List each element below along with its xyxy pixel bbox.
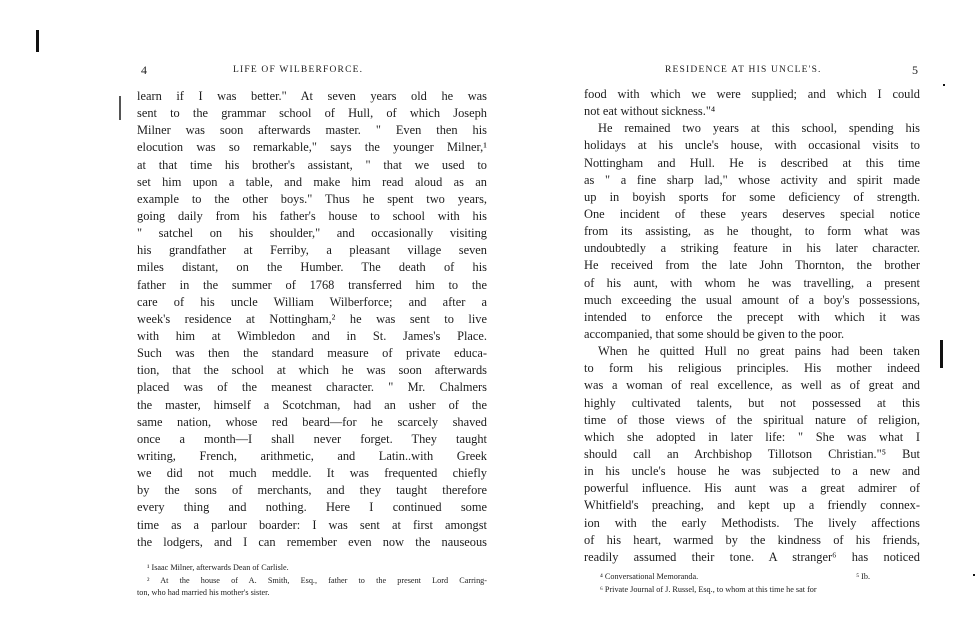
text-line: highly cultivated talents, but not possessed at this <box>584 395 920 410</box>
footnote: ⁵ Ib. <box>856 572 870 581</box>
text-line: his grandfather at Ferriby, a pleasant village seven <box>137 243 487 258</box>
text-line: by the sons of merchants, and they taught therefore <box>137 483 487 498</box>
body-text <box>137 88 487 551</box>
text-line: One incident of these years deserves special notice <box>584 206 920 221</box>
text-line: food with which we were supplied; and which I could <box>584 87 920 101</box>
text-line: much exceeding the usual amount of a boy's possessions, <box>584 292 920 307</box>
text-line: in his uncle's house he was subjected to a new and <box>584 464 920 479</box>
text-line: Nottingham and Hull. He is described at this time <box>584 155 920 170</box>
text-line: once a month—I shall never forget. They taught <box>137 431 487 446</box>
text-line: " satchel on his shoulder," and occasionally visiting <box>137 226 487 241</box>
text-line: miles distant, on the Humber. The death of his <box>137 260 487 275</box>
footnote-row <box>600 571 920 584</box>
text-line: tion, that the school at which he was soon afterwards <box>137 363 487 378</box>
text-line: ion with the early Methodists. The lively affections <box>584 515 920 530</box>
text-line: set him upon a table, and make him read aloud as an <box>137 174 487 189</box>
text-line: learn if I was better." At seven years old he was <box>137 89 487 103</box>
margin-mark <box>940 340 943 368</box>
text-line: writing, French, arithmetic, and Latin..with Greek <box>137 448 487 463</box>
text-line: at that time his brother's assistant, " that we used to <box>137 157 487 172</box>
text-line: which she adopted in later life: " She was what I <box>584 429 920 444</box>
text-line: holidays at his uncle's house, with occasional visits to <box>584 138 920 153</box>
text-line: readily assumed their tone. A stranger⁶ has noticed <box>584 549 920 564</box>
text-line: going daily from his father's house to school with his <box>137 208 487 223</box>
text-line: as " a fine sharp lad," whose activity and spirit made <box>584 172 920 187</box>
text-line: placed was of the meanest character. " Mr. Chalmers <box>137 380 487 395</box>
text-line: the lodgers, and I can remember even now the nauseous <box>137 534 487 549</box>
text-line: sent to the grammar school of Hull, of which Joseph <box>137 106 487 121</box>
footnotes <box>600 571 920 596</box>
page-number: 5 <box>912 63 918 77</box>
running-head: LIFE OF WILBERFORCE. <box>233 65 364 75</box>
footnote: ² At the house of A. Smith, Esq., father to the present Lord Carring- <box>147 575 487 585</box>
footnote: ¹ Isaac Milner, afterwards Dean of Carlisle. <box>147 563 289 572</box>
footnote: ⁴ Conversational Memoranda. <box>600 572 699 581</box>
text-line: Whitfield's preaching, and kept up a friendly connex- <box>584 498 920 513</box>
text-line: was a woman of real excellence, as well as of great and <box>584 378 920 393</box>
text-line: When he quitted Hull no great pains had been taken <box>598 344 920 359</box>
footnote: ⁶ Private Journal of J. Russel, Esq., to whom at this time he sat for <box>600 584 817 594</box>
text-line: every thing and nothing. Here I continued some <box>137 500 487 515</box>
text-line: to form his religious principles. His mother indeed <box>584 361 920 376</box>
text-line: intended to enforce the precept with which it was <box>584 309 920 324</box>
text-line: accompanied, that some should be given to the poor. <box>584 326 845 341</box>
text-line: He remained two years at this school, spending his <box>598 121 920 136</box>
text-line: Such was then the standard measure of private educa- <box>137 346 487 361</box>
text-line: with him at Wimbledon and in St. James's Place. <box>137 328 487 343</box>
text-line: same nation, whose red beard—for he scarcely shaved <box>137 414 487 429</box>
text-line: care of his uncle William Wilberforce; and after a <box>137 294 487 309</box>
scan-mark <box>973 574 975 576</box>
text-line: up in boyish sports for some deficiency of strength. <box>584 189 920 204</box>
text-line: time of those views of the spiritual nature of religion, <box>584 412 920 427</box>
body-text <box>584 86 920 566</box>
scan-mark <box>36 30 39 52</box>
text-line: the master, himself a Scotchman, had an usher of the <box>137 397 487 412</box>
footnote: ton, who had married his mother's sister. <box>137 588 270 597</box>
text-line: of his aunt, with whom he was travelling, a present <box>584 275 920 290</box>
scan-mark <box>943 84 945 86</box>
text-line: of his heart, warmed by the kindness of his friends, <box>584 532 920 547</box>
text-line: should call an Archbishop Tillotson Christian."⁵ But <box>584 446 920 461</box>
text-line: He received from the late John Thornton, the brother <box>584 258 920 273</box>
text-line: not eat without sickness."⁴ <box>584 104 716 119</box>
text-line: elocution was so remarkable," says the younger Milner,¹ <box>137 140 487 155</box>
text-line: powerful influence. His aunt was a great admirer of <box>584 481 920 496</box>
text-line: Milner was soon afterwards master. " Even then his <box>137 123 487 138</box>
text-line: from its assisting, as he thought, to form what was <box>584 224 920 239</box>
running-head: RESIDENCE AT HIS UNCLE'S. <box>665 65 822 75</box>
page-number: 4 <box>141 63 147 77</box>
footnotes <box>137 562 487 600</box>
text-line: father in the summer of 1768 transferred him to the <box>137 277 487 292</box>
text-line: time as a parlour boarder: I was sent at first amongst <box>137 517 487 532</box>
text-line: we did not much meddle. It was frequented chiefly <box>137 466 487 481</box>
text-line: example to the other boys." Thus he spent two years, <box>137 191 487 206</box>
right-page <box>490 0 980 634</box>
text-line: undoubtedly a striking feature in his later character. <box>584 241 920 256</box>
margin-mark <box>119 96 121 120</box>
text-line: week's residence at Nottingham,² he was sent to live <box>137 311 487 326</box>
